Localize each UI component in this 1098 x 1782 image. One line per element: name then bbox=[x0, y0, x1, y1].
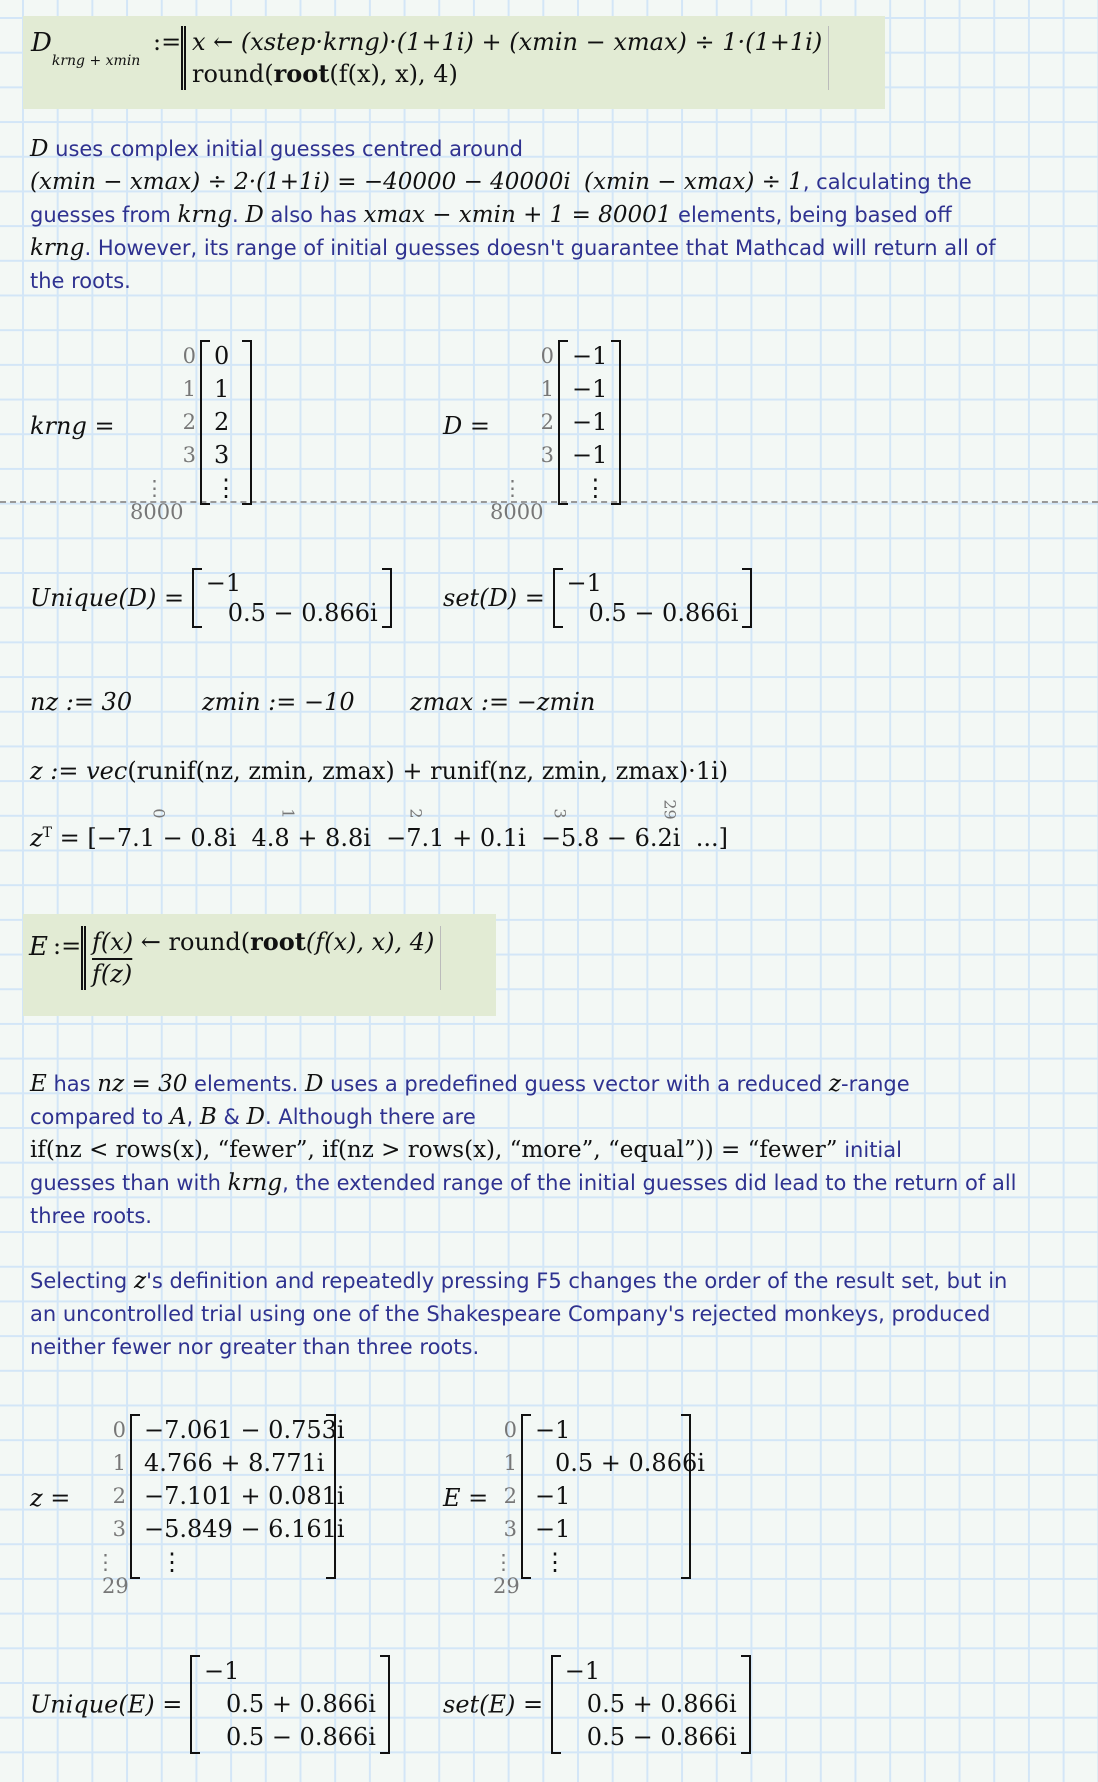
result-set-E[interactable]: set(E) = −1 0.5 + 0.866i 0.5 − 0.866i bbox=[443, 1655, 751, 1754]
vector-values: −1 −1 −1 −1 ⋮ bbox=[572, 342, 608, 502]
program-line-2: round(root(f(x), x), 4) bbox=[192, 59, 458, 88]
result-set-D[interactable]: set(D) = −1 0.5 − 0.866i bbox=[443, 568, 752, 628]
region-define-D[interactable] bbox=[23, 16, 885, 109]
vector-values: −1 0.5 + 0.866i −1 −1 ⋮ bbox=[535, 1416, 705, 1576]
result-unique-D[interactable]: Unique(D) = −1 0.5 − 0.866i bbox=[30, 568, 392, 628]
vector-values: −7.061 − 0.753i 4.766 + 8.771i −7.101 + 0.081i −5.849 − 6.161i ⋮ bbox=[144, 1416, 345, 1576]
expr-count: xmax − xmin + 1 = 80001 bbox=[363, 202, 672, 228]
vector-values: 0 1 2 3 ⋮ bbox=[214, 342, 238, 502]
define-nz[interactable]: nz := 30 bbox=[30, 688, 133, 716]
last-index: 29 bbox=[102, 1574, 129, 1598]
region-define-E[interactable]: E := f(x) ← round(root(f(x), x), 4) f(z) bbox=[23, 914, 496, 1016]
vectorize-fz: f(z) bbox=[92, 960, 133, 988]
text-region-1[interactable]: D uses complex initial guesses centred around (xmin − xmax) ÷ 2·(1+1i) = −40000 − 40000i (xmin − xmax) ÷ 1, calculating the guesses from krng. D also has xmax − xmin + 1 = 80001 elements, being based off krng. However, its range of initial guesses doesn't guarantee that Mathcad will return all of the roots. bbox=[30, 136, 996, 293]
define-z[interactable]: z := vec(runif(nz, zmin, zmax) + runif(nz, zmin, zmax)·1i) bbox=[30, 757, 729, 785]
var-D: D bbox=[31, 28, 52, 58]
last-index: 8000 bbox=[490, 500, 544, 524]
expr-centre: (xmin − xmax) ÷ 2·(1+1i) = −40000 − 40000i bbox=[30, 169, 571, 195]
subscript: krng + xmin bbox=[51, 53, 141, 69]
text-region-3[interactable]: Selecting z's definition and repeatedly pressing F5 changes the order of the result set, but in an uncontrolled trial using one of the Shakespeare Company's rejected monkeys, produced neither fewer nor greater than three roots. bbox=[30, 1268, 1008, 1359]
program-line-1: x ← (xstep·krng)·(1+1i) + (xmin − xmax) ÷ 1·(1+1i) bbox=[192, 28, 823, 56]
assign-op: := bbox=[153, 28, 182, 56]
result-unique-E[interactable]: Unique(E) = −1 0.5 + 0.866i 0.5 − 0.866i bbox=[30, 1655, 390, 1754]
last-index: 29 bbox=[493, 1574, 520, 1598]
define-zmin[interactable]: zmin := −10 bbox=[202, 688, 355, 716]
program-block: f(x) ← round(root(f(x), x), 4) f(z) bbox=[81, 926, 441, 990]
result-z-transpose[interactable]: 0 1 2 3 29 $z^T = [-7.1 - 0.8i$ 4.8 + 8.8i −7.1 + 0.1i −5.8 − 6.2i ...] bbox=[30, 799, 728, 852]
expr-if-comparison: if(nz < rows(x), “fewer”, if(nz > rows(x), “more”, “equal”)) = “fewer” bbox=[30, 1137, 838, 1163]
last-index: 8000 bbox=[130, 500, 184, 524]
text-region-2[interactable]: E has nz = 30 elements. D uses a predefined guess vector with a reduced z-range compared to A, B & D. Although there are if(nz < rows(x), “fewer”, if(nz > rows(x), “more”, “equal”)) = “fewer” initial guesses than with krng, the extended range of the initial guesses did lead to the return of all three roots. bbox=[30, 1071, 1017, 1228]
program-block bbox=[181, 26, 829, 90]
define-zmax[interactable]: zmax := −zmin bbox=[410, 688, 596, 716]
